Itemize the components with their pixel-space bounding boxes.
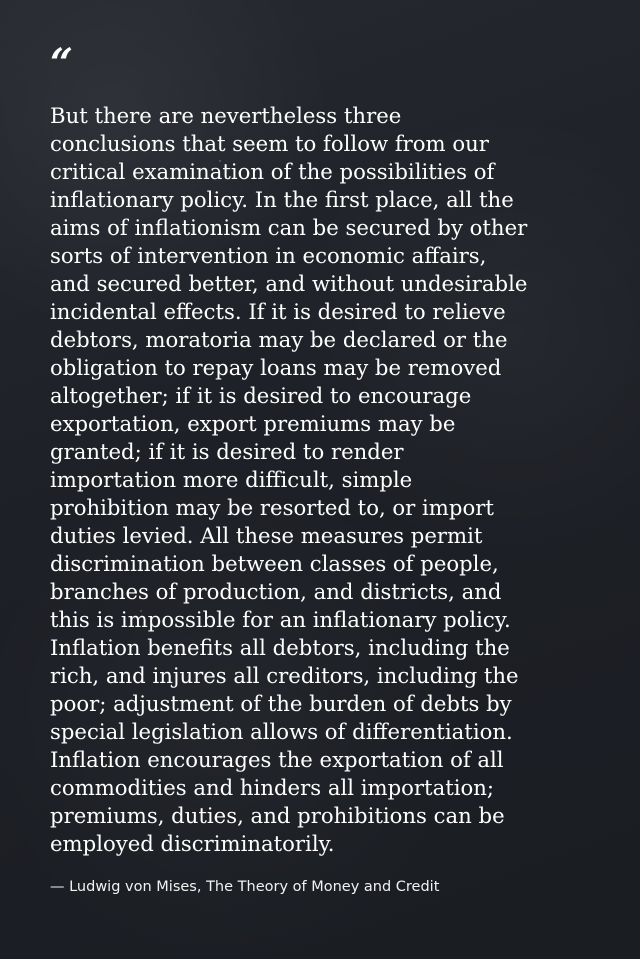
quote-attribution: — Ludwig von Mises, The Theory of Money and Credit — [50, 879, 440, 895]
quote-mark-icon: “ — [50, 40, 74, 87]
quote-text: But there are nevertheless three conclusions that seem to follow from our critical examination of the possibilities of inflationary policy. In the first place, all the aims of inflationism can be secured by other sorts of intervention in economic affairs, and secured better, and without undesirable incidental effects. If it is desired to relieve debtors, moratoria may be declared or the obligation to repay loans may be removed altogether; if it is desired to encourage exportation, export premiums may be granted; if it is desired to render importation more difficult, simple prohibition may be resorted to, or import duties levied. All these measures permit discrimination between classes of people, branches of production, and districts, and this is impossible for an inflationary policy. Inflation benefits all debtors, including the rich, and injures all creditors, including the poor; adjustment of the burden of debts by special legislation allows of differentiation. Inflation encourages the exportation of all commodities and hinders all importation; premiums, duties, and prohibitions can be employed discriminatorily. — [50, 103, 528, 856]
